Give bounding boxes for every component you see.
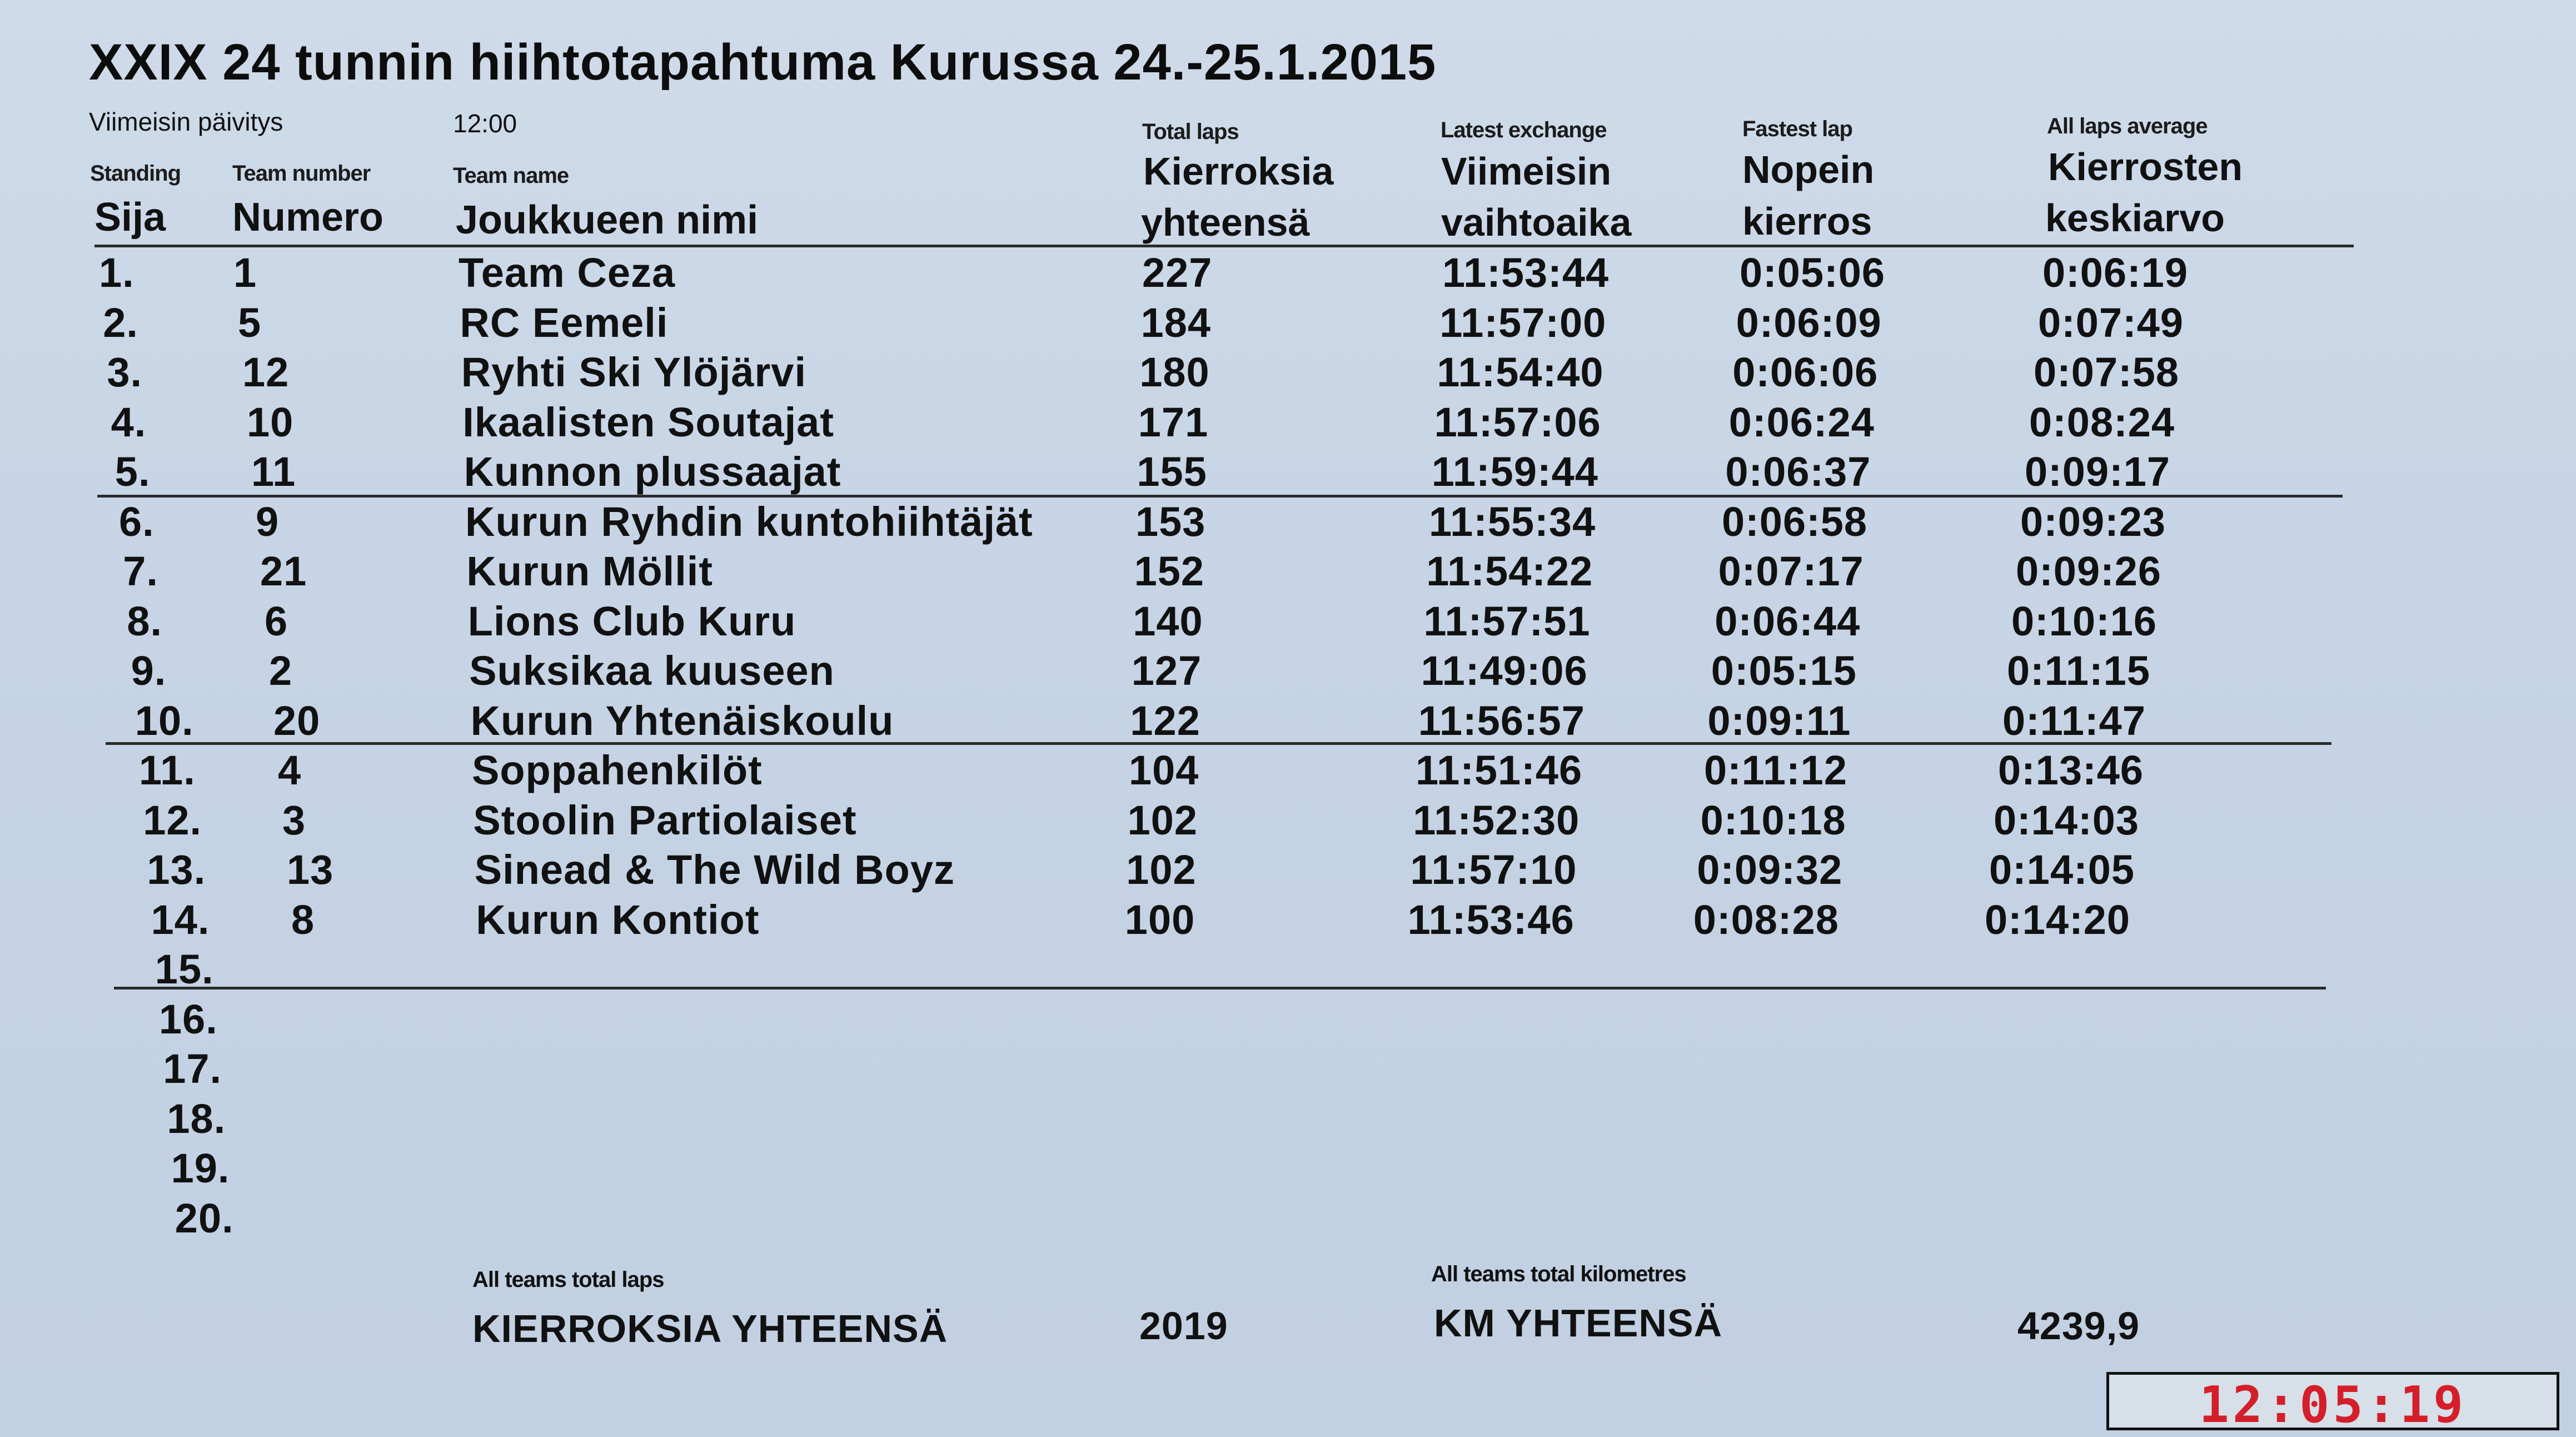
header-laps-en: Total laps (1142, 120, 1239, 144)
cell-laps: 127 (1131, 648, 1202, 694)
cell-name: RC Eemeli (460, 299, 669, 346)
cell-average: 0:14:05 (1989, 847, 2135, 893)
cell-laps: 184 (1140, 299, 1212, 346)
cell-pos: 16. (159, 996, 218, 1042)
cell-fastest: 0:06:06 (1732, 349, 1879, 395)
cell-name: Lions Club Kuru (467, 598, 796, 644)
cell-num: 9 (256, 498, 280, 545)
table-row (0, 1095, 2576, 1145)
cell-fastest: 0:11:12 (1704, 747, 1847, 793)
cell-fastest: 0:06:24 (1728, 399, 1875, 445)
table-row (0, 946, 2576, 996)
cell-laps: 102 (1127, 797, 1198, 843)
header-name-en: Team name (453, 163, 569, 188)
cell-exchange: 11:53:44 (1442, 250, 1610, 296)
cell-average: 0:10:16 (2011, 598, 2158, 644)
cell-average: 0:09:26 (2016, 548, 2162, 594)
cell-average: 0:09:17 (2025, 449, 2171, 495)
cell-num: 10 (247, 399, 294, 445)
cell-exchange: 11:59:44 (1431, 449, 1598, 495)
table-row (0, 697, 2576, 747)
cell-name: Kurun Yhtenäiskoulu (470, 697, 894, 744)
cell-exchange: 11:51:46 (1416, 747, 1583, 793)
cell-num: 4 (278, 747, 302, 793)
cell-name: Soppahenkilöt (472, 747, 763, 793)
cell-pos: 6. (119, 498, 155, 545)
cell-exchange: 11:54:22 (1426, 548, 1593, 594)
clock-display (2106, 1372, 2559, 1434)
cell-exchange: 11:55:34 (1429, 498, 1596, 545)
cell-laps: 171 (1138, 399, 1209, 445)
table-row (0, 249, 2576, 299)
cell-average: 0:13:46 (1998, 747, 2144, 793)
header-average-en: All laps average (2047, 114, 2208, 138)
cell-laps: 180 (1139, 349, 1210, 395)
cell-exchange: 11:57:51 (1423, 598, 1591, 644)
cell-num: 11 (251, 449, 296, 495)
total-laps-value: 2019 (1139, 1304, 1228, 1348)
cell-pos: 3. (107, 349, 143, 395)
cell-fastest: 0:06:58 (1722, 498, 1868, 545)
cell-average: 0:08:24 (2029, 399, 2175, 445)
cell-average: 0:14:03 (1994, 797, 2140, 843)
cell-pos: 14. (151, 896, 210, 943)
cell-exchange: 11:54:40 (1437, 349, 1604, 395)
header-average-line2: keskiarvo (2045, 196, 2225, 240)
cell-num: 1 (233, 250, 257, 296)
cell-exchange: 11:49:06 (1421, 648, 1588, 694)
table-row (0, 747, 2576, 797)
cell-num: 8 (291, 896, 315, 943)
cell-pos: 13. (147, 847, 206, 893)
cell-laps: 227 (1142, 250, 1213, 296)
table-row (0, 996, 2576, 1046)
cell-name: Kurun Kontiot (476, 896, 760, 943)
table-row (0, 846, 2576, 896)
header-number-en: Team number (232, 161, 371, 186)
cell-name: Ryhti Ski Ylöjärvi (461, 349, 806, 395)
cell-pos: 10. (134, 697, 194, 744)
cell-num: 20 (273, 697, 321, 744)
cell-num: 3 (282, 797, 306, 843)
page-title: XXIX 24 tunnin hiihtotapahtuma Kurussa 24.-25.1.2015 (89, 34, 1437, 91)
table-row (0, 1145, 2576, 1195)
cell-average: 0:07:58 (2034, 349, 2180, 395)
table-row (0, 299, 2576, 349)
cell-name: Stoolin Partiolaiset (473, 797, 857, 843)
cell-name: Sinead & The Wild Boyz (474, 847, 955, 893)
cell-laps: 100 (1124, 896, 1195, 943)
cell-laps: 104 (1129, 747, 1199, 793)
header-number: Numero (232, 195, 384, 240)
header-fastest-en: Fastest lap (1742, 117, 1852, 141)
cell-num: 21 (260, 548, 307, 594)
cell-num: 6 (265, 598, 288, 644)
cell-average: 0:11:47 (2002, 697, 2146, 744)
cell-pos: 15. (155, 946, 214, 992)
cell-exchange: 11:53:46 (1407, 896, 1575, 943)
table-row (0, 548, 2576, 598)
table-row (0, 896, 2576, 946)
cell-pos: 17. (163, 1046, 222, 1092)
table-row (0, 797, 2576, 847)
cell-num: 12 (242, 349, 290, 395)
cell-average: 0:06:19 (2042, 250, 2189, 296)
cell-pos: 7. (123, 548, 158, 594)
table-row (0, 498, 2576, 548)
header-average-line1: Kierrosten (2048, 145, 2243, 188)
cell-average: 0:11:15 (2007, 648, 2150, 694)
cell-pos: 18. (167, 1095, 226, 1142)
cell-fastest: 0:08:28 (1693, 896, 1839, 943)
cell-fastest: 0:06:44 (1715, 598, 1861, 644)
cell-name: Kunnon plussaajat (464, 449, 841, 495)
header-laps-line1: Kierroksia (1143, 150, 1334, 193)
cell-pos: 9. (131, 648, 167, 694)
header-exchange-line1: Viimeisin (1441, 150, 1612, 193)
cell-laps: 153 (1135, 498, 1206, 545)
cell-fastest: 0:05:06 (1740, 250, 1886, 296)
cell-fastest: 0:05:15 (1711, 648, 1857, 694)
header-standing: Sija (94, 195, 166, 240)
clock-time: 12:05:19 (2199, 1376, 2467, 1434)
cell-fastest: 0:06:37 (1725, 449, 1871, 495)
header-exchange-line2: vaihtoaika (1441, 201, 1632, 244)
cell-pos: 12. (143, 797, 202, 843)
total-km-value: 4239,9 (2017, 1304, 2140, 1348)
cell-pos: 4. (111, 399, 147, 445)
cell-fastest: 0:09:32 (1697, 847, 1843, 893)
cell-pos: 19. (171, 1145, 230, 1191)
cell-laps: 122 (1130, 697, 1200, 744)
cell-fastest: 0:09:11 (1707, 697, 1851, 744)
table-row (0, 448, 2576, 498)
cell-laps: 152 (1134, 548, 1205, 594)
cell-fastest: 0:06:09 (1736, 299, 1882, 346)
cell-exchange: 11:56:57 (1418, 697, 1585, 744)
cell-pos: 1. (99, 250, 134, 296)
table-row (0, 349, 2576, 399)
cell-pos: 5. (114, 449, 151, 495)
cell-num: 2 (269, 648, 293, 694)
cell-name: Kurun Möllit (466, 548, 713, 594)
cell-laps: 102 (1126, 847, 1197, 893)
table-row (0, 598, 2576, 648)
cell-num: 5 (238, 299, 262, 346)
header-rule (94, 245, 2354, 247)
header-fastest-line2: kierros (1742, 200, 1872, 243)
cell-exchange: 11:57:00 (1439, 299, 1607, 346)
total-laps-label: KIERROKSIA YHTEENSÄ (472, 1307, 948, 1350)
total-km-label: KM YHTEENSÄ (1434, 1301, 1723, 1345)
cell-laps: 155 (1137, 449, 1207, 495)
update-time: 12:00 (453, 109, 517, 138)
cell-average: 0:14:20 (1985, 896, 2131, 943)
total-laps-en: All teams total laps (472, 1267, 664, 1292)
cell-pos: 11. (139, 747, 196, 793)
cell-name: Suksikaa kuuseen (469, 648, 835, 694)
cell-fastest: 0:07:17 (1718, 548, 1864, 594)
total-km-en: All teams total kilometres (1431, 1262, 1686, 1286)
cell-average: 0:07:49 (2038, 299, 2184, 346)
cell-laps: 140 (1133, 598, 1203, 644)
update-label: Viimeisin päivitys (89, 107, 283, 136)
cell-name: Team Ceza (459, 250, 676, 296)
cell-average: 0:09:23 (2020, 498, 2166, 545)
cell-name: Kurun Ryhdin kuntohiihtäjät (465, 498, 1033, 545)
header-name: Joukkueen nimi (456, 198, 759, 242)
cell-exchange: 11:57:06 (1434, 399, 1601, 445)
cell-num: 13 (287, 847, 334, 893)
cell-pos: 2. (103, 299, 138, 346)
table-row (0, 1195, 2576, 1245)
table-row (0, 647, 2576, 697)
header-laps-line2: yhteensä (1141, 201, 1310, 244)
cell-pos: 20. (175, 1195, 234, 1241)
table-row (0, 399, 2576, 449)
header-fastest-line1: Nopein (1742, 148, 1875, 191)
table-row (0, 1045, 2576, 1095)
cell-fastest: 0:10:18 (1700, 797, 1846, 843)
cell-pos: 8. (127, 598, 163, 644)
cell-exchange: 11:52:30 (1413, 797, 1580, 843)
header-standing-en: Standing (90, 161, 181, 186)
cell-name: Ikaalisten Soutajat (462, 399, 834, 445)
cell-exchange: 11:57:10 (1410, 847, 1577, 893)
header-exchange-en: Latest exchange (1441, 118, 1607, 142)
